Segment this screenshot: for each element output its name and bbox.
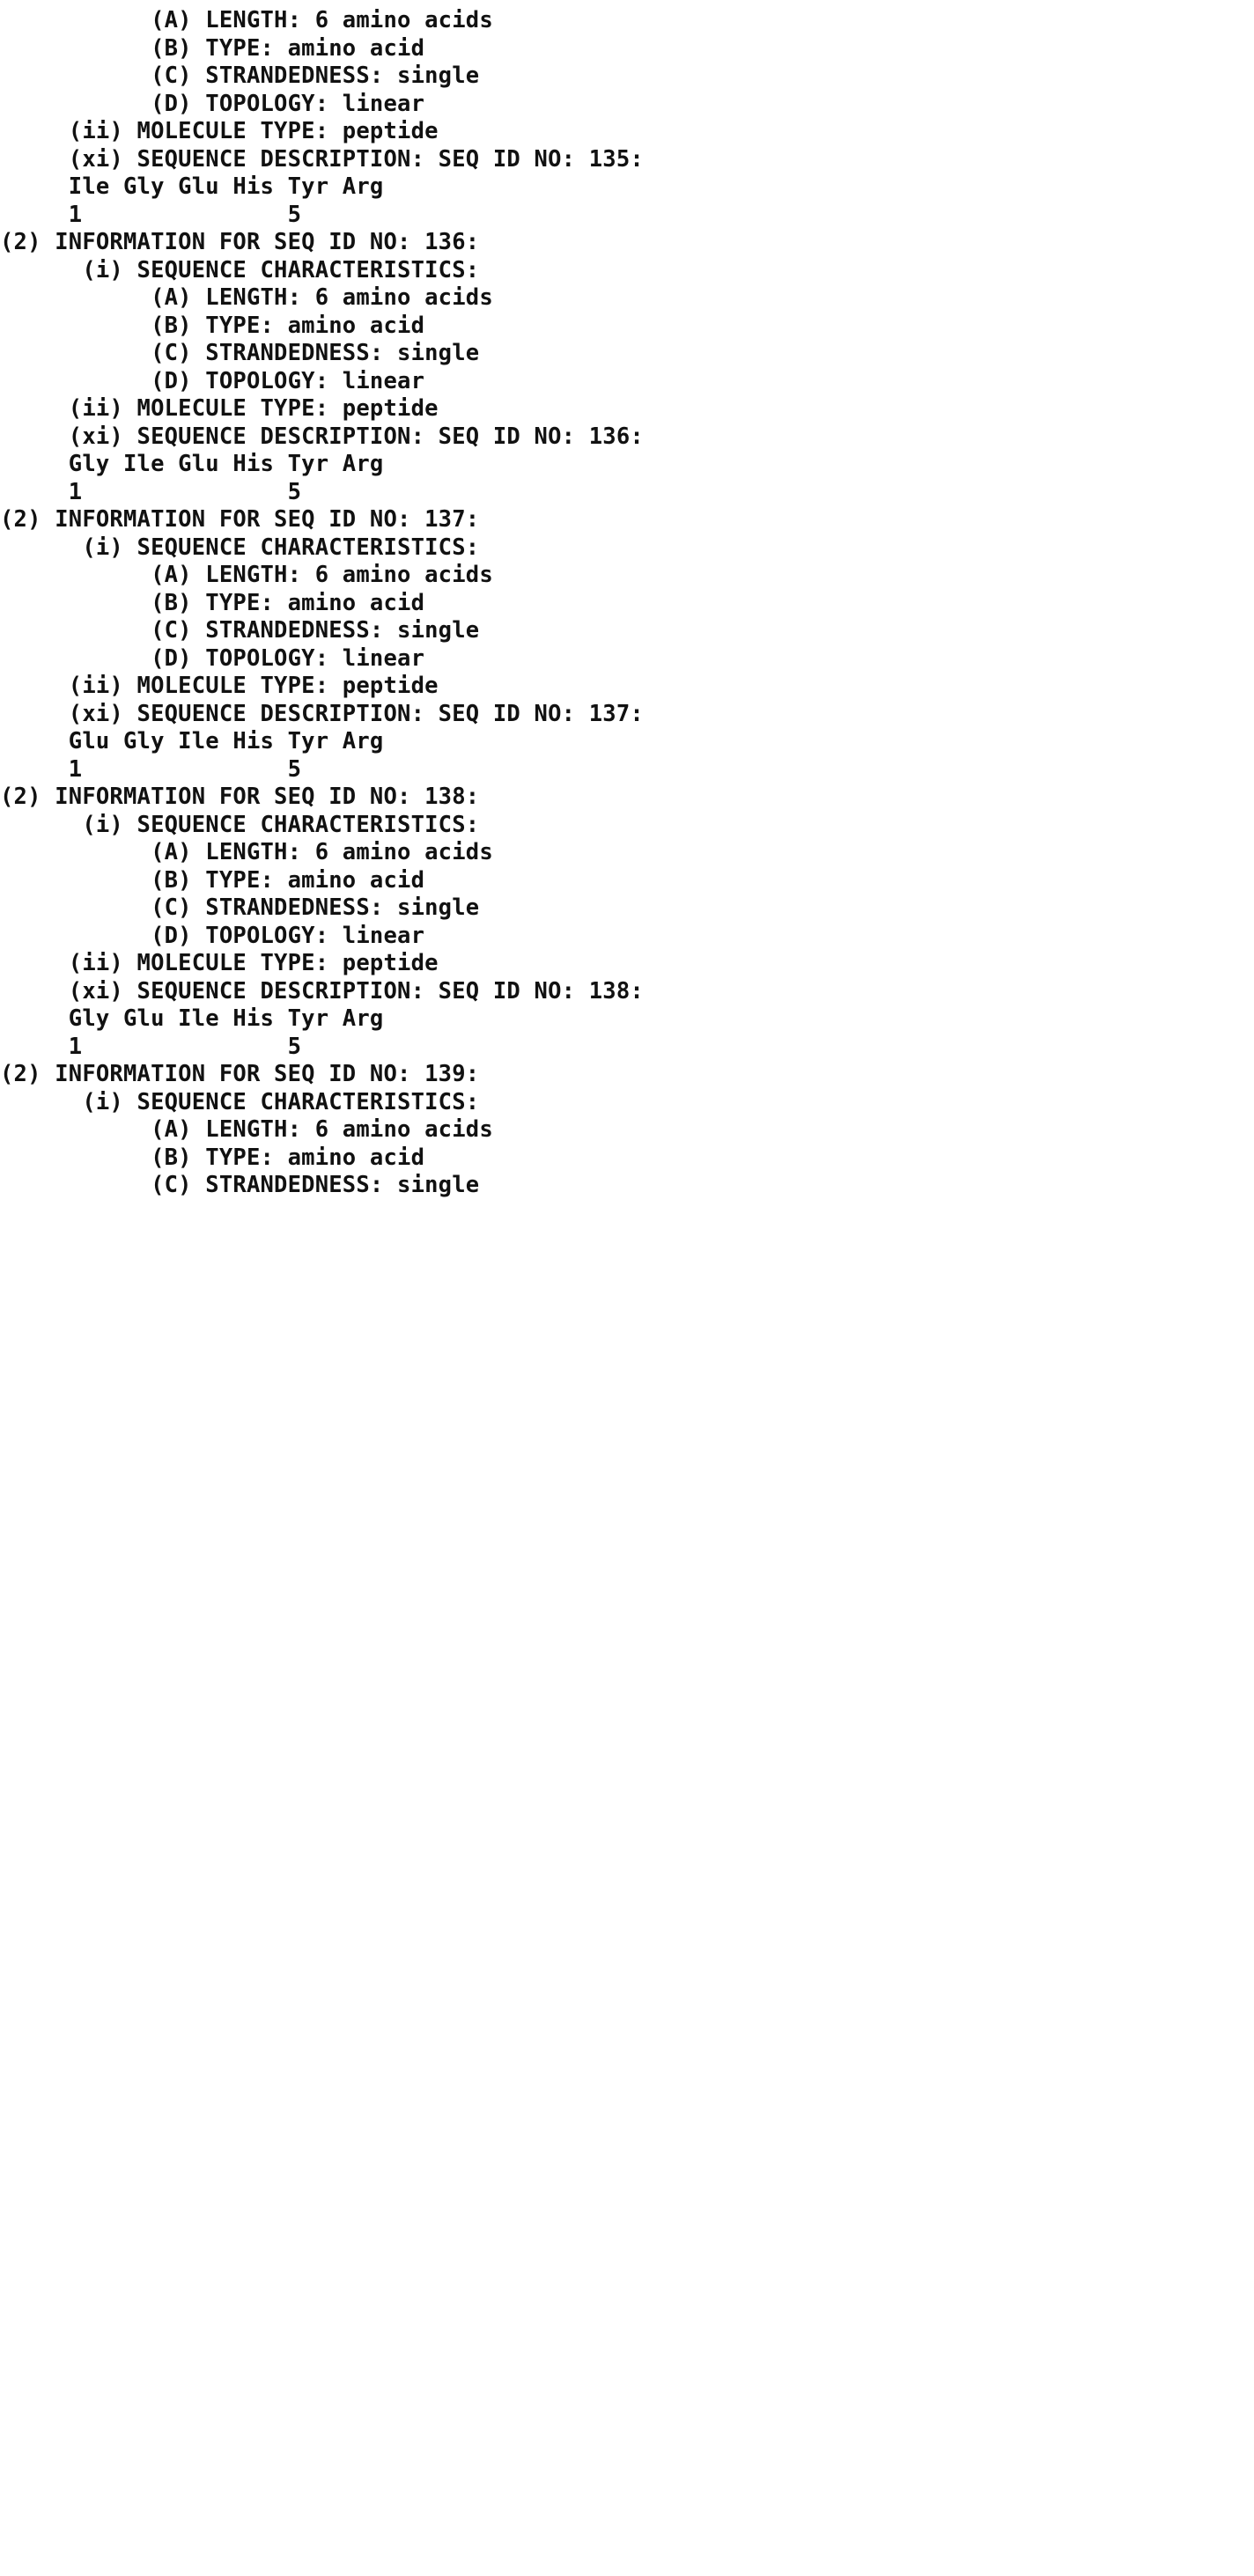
document-line: (2) INFORMATION FOR SEQ ID NO: 136: bbox=[0, 229, 480, 255]
document-line: (D) TOPOLOGY: linear bbox=[0, 90, 425, 117]
document-line: (C) STRANDEDNESS: single bbox=[0, 617, 480, 644]
document-line: (A) LENGTH: 6 amino acids bbox=[0, 284, 493, 311]
document-line: (B) TYPE: amino acid bbox=[0, 312, 425, 339]
document-line: Gly Ile Glu His Tyr Arg bbox=[0, 451, 384, 477]
document-line: (i) SEQUENCE CHARACTERISTICS: bbox=[0, 1088, 480, 1115]
document-line: (xi) SEQUENCE DESCRIPTION: SEQ ID NO: 135: bbox=[0, 145, 644, 173]
document-line: (A) LENGTH: 6 amino acids bbox=[0, 1116, 493, 1143]
document-line: Gly Glu Ile His Tyr Arg bbox=[0, 1005, 384, 1032]
document-line: (i) SEQUENCE CHARACTERISTICS: bbox=[0, 811, 480, 838]
document-line: (xi) SEQUENCE DESCRIPTION: SEQ ID NO: 137: bbox=[0, 700, 644, 727]
document-line: (C) STRANDEDNESS: single bbox=[0, 340, 480, 366]
document-line: (A) LENGTH: 6 amino acids bbox=[0, 839, 493, 865]
document-line: Ile Gly Glu His Tyr Arg bbox=[0, 173, 384, 200]
document-line: (2) INFORMATION FOR SEQ ID NO: 137: bbox=[0, 506, 480, 533]
document-line: (ii) MOLECULE TYPE: peptide bbox=[0, 395, 439, 422]
document-line: (xi) SEQUENCE DESCRIPTION: SEQ ID NO: 138: bbox=[0, 977, 644, 1005]
document-line: (ii) MOLECULE TYPE: peptide bbox=[0, 950, 439, 976]
document-line: (xi) SEQUENCE DESCRIPTION: SEQ ID NO: 136: bbox=[0, 423, 644, 450]
document-line: (D) TOPOLOGY: linear bbox=[0, 644, 425, 672]
document-line: Glu Gly Ile His Tyr Arg bbox=[0, 728, 384, 754]
document-line: (ii) MOLECULE TYPE: peptide bbox=[0, 118, 439, 144]
document-line: (ii) MOLECULE TYPE: peptide bbox=[0, 673, 439, 699]
document-line: (i) SEQUENCE CHARACTERISTICS: bbox=[0, 534, 480, 561]
document-line: 1 5 bbox=[0, 755, 302, 783]
document-line: (2) INFORMATION FOR SEQ ID NO: 138: bbox=[0, 784, 480, 810]
document-line: (B) TYPE: amino acid bbox=[0, 589, 425, 616]
sequence-listing-text bbox=[0, 7, 1254, 1200]
document-line: 1 5 bbox=[0, 201, 302, 228]
document-line: (D) TOPOLOGY: linear bbox=[0, 922, 425, 949]
document-line: (B) TYPE: amino acid bbox=[0, 1144, 425, 1171]
document-line: (C) STRANDEDNESS: single bbox=[0, 63, 480, 89]
document-line: (A) LENGTH: 6 amino acids bbox=[0, 562, 493, 588]
document-line: (B) TYPE: amino acid bbox=[0, 34, 425, 62]
document-line: (C) STRANDEDNESS: single bbox=[0, 1172, 480, 1198]
document-line: (2) INFORMATION FOR SEQ ID NO: 139: bbox=[0, 1061, 480, 1087]
document-line: 1 5 bbox=[0, 478, 302, 505]
document-line: (B) TYPE: amino acid bbox=[0, 866, 425, 894]
document-line: (D) TOPOLOGY: linear bbox=[0, 367, 425, 394]
document-line: (i) SEQUENCE CHARACTERISTICS: bbox=[0, 256, 480, 283]
document-line: (A) LENGTH: 6 amino acids bbox=[0, 7, 493, 33]
document-line: (C) STRANDEDNESS: single bbox=[0, 894, 480, 921]
document-line: 1 5 bbox=[0, 1033, 302, 1060]
